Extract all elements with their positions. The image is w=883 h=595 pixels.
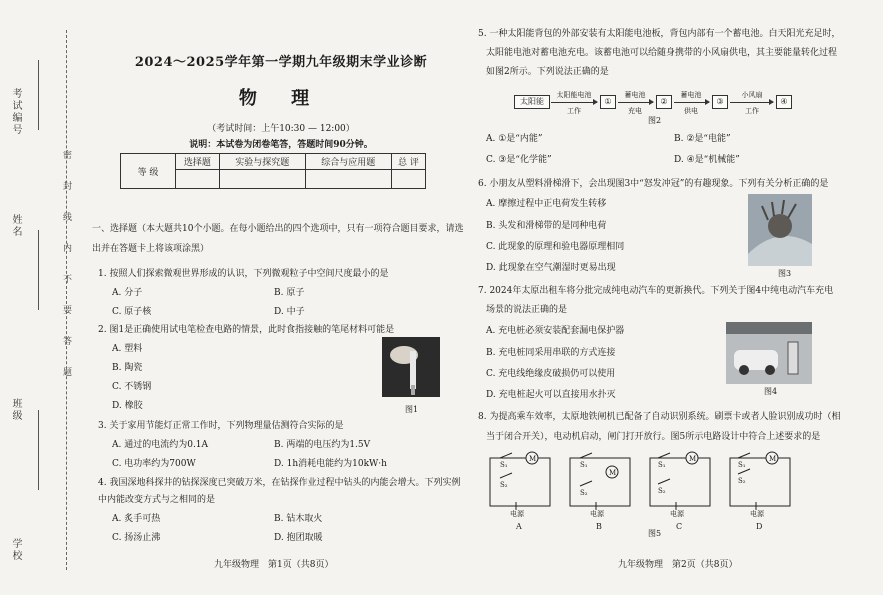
flow-box-1: ①	[600, 95, 616, 109]
exam-note: 说明：本试卷为闭卷笔答，答题时间90分钟。	[189, 140, 373, 150]
figure-1-caption: 图1	[405, 405, 419, 414]
figure-4-caption: 图4	[764, 387, 778, 396]
circuit-label-a: A	[516, 522, 522, 531]
q5-option-a: A. ①是“内能”	[486, 134, 543, 144]
motor-b-label: M	[609, 469, 617, 477]
q2-option-b: B. 陶瓷	[112, 363, 143, 373]
flow-label-1: 太阳能电池 工作	[556, 91, 592, 115]
exam-no-label: 考试编号	[10, 88, 21, 136]
footer-page-2: 九年级物理 第2页（共8页）	[618, 560, 738, 570]
exam-title: 2024～2025学年第一学期九年级期末学业诊断	[134, 55, 428, 70]
q7-stem-line2: 场景的说法正确的是	[486, 305, 568, 315]
q5-stem-line2: 太阳能电池对蓄电池充电。该蓄电池可以给随身携带的小风扇供电，其主要能量转化过程	[486, 48, 838, 58]
name-label: 姓名	[10, 214, 21, 238]
motor-a-label: M	[529, 455, 537, 463]
motor-d-label: M	[769, 455, 777, 463]
circuit-label-c: C	[676, 522, 683, 531]
right-column	[478, 0, 878, 595]
circuit-c-s2: S₂	[658, 487, 666, 495]
class-line	[38, 410, 39, 490]
q3-stem: 3. 关于家用节能灯正常工作时，下列物理量估测符合实际的是	[98, 421, 344, 431]
q2-option-a: A. 塑料	[112, 344, 143, 354]
score-cell-choice[interactable]	[176, 170, 220, 189]
score-header-choice: 选择题	[176, 154, 220, 170]
left-column	[92, 0, 470, 595]
q8-stem-line1: 8. 为提高乘车效率，太原地铁闸机已配备了自动识别系统。刷票卡或者人脸识别成功时（相	[478, 412, 841, 422]
switch-d-s2-icon	[738, 469, 750, 474]
q6-option-c: C. 此现象的原理和验电器原理相同	[486, 242, 625, 252]
q4-option-b: B. 钻木取火	[274, 514, 323, 524]
q1-option-b: B. 原子	[274, 288, 305, 298]
q7-option-d: D. 充电桩起火可以直接用水扑灭	[486, 390, 616, 400]
seal-warning: 密封线内不要答题	[61, 150, 71, 398]
circuit-a-s1: S₁	[500, 461, 508, 469]
q4-option-d: D. 抱团取暖	[274, 533, 323, 543]
q5-option-d: D. ④是“机械能”	[674, 155, 740, 165]
subject-title: 物 理	[238, 88, 324, 109]
circuit-b-loop	[570, 458, 630, 506]
circuit-label-b: B	[596, 522, 602, 531]
score-cell-total[interactable]	[391, 170, 425, 189]
score-cell-experiment[interactable]	[219, 170, 305, 189]
child-on-slide-icon	[748, 194, 812, 266]
ev-charging-icon	[726, 322, 812, 384]
circuit-label-d: D	[756, 522, 763, 531]
q7-option-a: A. 充电桩必须安装配套漏电保护器	[486, 326, 625, 336]
q3-option-c: C. 电功率约为700W	[112, 459, 196, 469]
q2-option-d: D. 橡胶	[112, 401, 143, 411]
power-a-label: 电源	[510, 510, 524, 518]
power-b-label: 电源	[590, 510, 604, 518]
flow-box-4: ④	[776, 95, 792, 109]
q3-option-a: A. 通过的电流约为0.1A	[112, 440, 209, 450]
q6-stem: 6. 小朋友从塑料滑梯滑下，会出现图3中“怒发冲冠”的有趣现象。下列有关分析正确的是	[478, 179, 829, 189]
switch-d-s1-icon	[738, 453, 750, 458]
circuit-d-s1: S₁	[738, 461, 746, 469]
section1-intro-line1: 一、选择题（本大题共10个小题。在每小题给出的四个选项中，只有一项符合题目要求，请选	[92, 224, 464, 234]
q5-option-b: B. ②是“电能”	[674, 134, 731, 144]
figure-3-slide-photo	[748, 194, 812, 266]
figure-1-test-pen-photo	[382, 337, 440, 397]
power-c-label: 电源	[670, 510, 684, 518]
q7-stem-line1: 7. 2024年太原出租车将分批完成纯电动汽车的更新换代。下列关于图4中纯电动汽车充电	[478, 286, 834, 296]
circuit-c-s1: S₁	[658, 461, 666, 469]
power-d-label: 电源	[750, 510, 764, 518]
q5-option-c: C. ③是“化学能”	[486, 155, 552, 165]
switch-b-s2-icon	[580, 481, 592, 486]
q1-option-a: A. 分子	[112, 288, 143, 298]
circuit-a-s2: S₂	[500, 481, 508, 489]
q7-option-c: C. 充电线绝缘皮破损仍可以使用	[486, 369, 616, 379]
score-header-experiment: 实验与探究题	[219, 154, 305, 170]
flow-box-2: ②	[656, 95, 672, 109]
score-cell-application[interactable]	[305, 170, 391, 189]
circuit-d-s2: S₂	[738, 477, 746, 485]
q3-option-d: D. 1h消耗电能约为10kW·h	[274, 459, 387, 469]
binding-strip	[0, 0, 80, 595]
section1-intro-line2: 出并在答题卡上将该项涂黑）	[92, 244, 210, 254]
figure-4-charging-photo	[726, 322, 812, 384]
flow-label-3: 蓄电池 供电	[680, 91, 702, 115]
figure-2-caption: 图2	[648, 116, 662, 125]
figure-3-caption: 图3	[778, 269, 792, 278]
seal-line	[66, 30, 67, 570]
test-pen-icon	[382, 337, 440, 397]
switch-c-s2-icon	[658, 479, 670, 484]
score-header-total: 总 评	[391, 154, 425, 170]
q4-stem-line2: 中内能改变方式与之相同的是	[98, 495, 216, 505]
q2-option-c: C. 不锈钢	[112, 382, 152, 392]
q1-option-d: D. 中子	[274, 307, 305, 317]
q7-option-b: B. 充电桩同采用串联的方式连接	[486, 348, 616, 358]
switch-a-s2-icon	[500, 473, 512, 478]
circuit-b-s1: S₁	[580, 461, 588, 469]
q6-option-b: B. 头发和滑梯带的是同种电荷	[486, 221, 607, 231]
q5-stem-line1: 5. 一种太阳能背包的外部安装有太阳能电池板，背包内部有一个蓄电池。白天阳光充足时，	[478, 29, 841, 39]
motor-c-label: M	[689, 455, 697, 463]
score-header-application: 综合与应用题	[305, 154, 391, 170]
switch-a-s1-icon	[500, 453, 512, 458]
q2-stem: 2. 图1是正确使用试电笔检查电路的情景，此时食指接触的笔尾材料可能是	[98, 325, 395, 335]
q6-option-a: A. 摩擦过程中正电荷发生转移	[486, 199, 607, 209]
exam-time: （考试时间：上午10:30 — 12:00）	[207, 124, 355, 134]
flow-label-2: 蓄电池 充电	[624, 91, 646, 115]
flow-box-solar: 太阳能	[514, 95, 550, 109]
score-table	[120, 153, 426, 189]
q5-stem-line3: 如图2所示。下列说法正确的是	[486, 67, 609, 77]
switch-b-s1-icon	[580, 453, 592, 458]
exam-no-line	[38, 60, 39, 130]
q8-stem-line2: 当于闭合开关），电动机启动，闸门打开放行。图5所示电路设计中符合上述要求的是	[486, 432, 821, 442]
q4-option-a: A. 炙手可热	[112, 514, 161, 524]
q4-option-c: C. 扬汤止沸	[112, 533, 161, 543]
q1-option-c: C. 原子核	[112, 307, 152, 317]
flow-box-3: ③	[712, 95, 728, 109]
q1-stem: 1. 按照人们探索微观世界形成的认识，下列微观粒子中空间尺度最小的是	[98, 269, 389, 279]
grade-label: 等 级	[121, 154, 176, 189]
q6-option-d: D. 此现象在空气潮湿时更易出现	[486, 263, 616, 273]
circuit-a-loop	[490, 458, 550, 506]
flow-label-4: 小风扇 工作	[741, 91, 763, 115]
name-line	[38, 230, 39, 310]
figure-5-caption: 图5	[648, 529, 662, 538]
school-label: 学校	[10, 538, 21, 562]
q3-option-b: B. 两端的电压约为1.5V	[274, 440, 371, 450]
figure-5-circuits	[486, 450, 806, 532]
energy-flow-diagram	[514, 91, 834, 113]
circuit-b-s2: S₂	[580, 489, 588, 497]
switch-c-s1-icon	[658, 453, 670, 458]
footer-page-1: 九年级物理 第1页（共8页）	[214, 560, 334, 570]
class-label: 班级	[10, 398, 21, 422]
q4-stem-line1: 4. 我国深地科探井的钻探深度已突破万米，在钻探作业过程中钻头的内能会增大。下列实例	[98, 478, 461, 488]
